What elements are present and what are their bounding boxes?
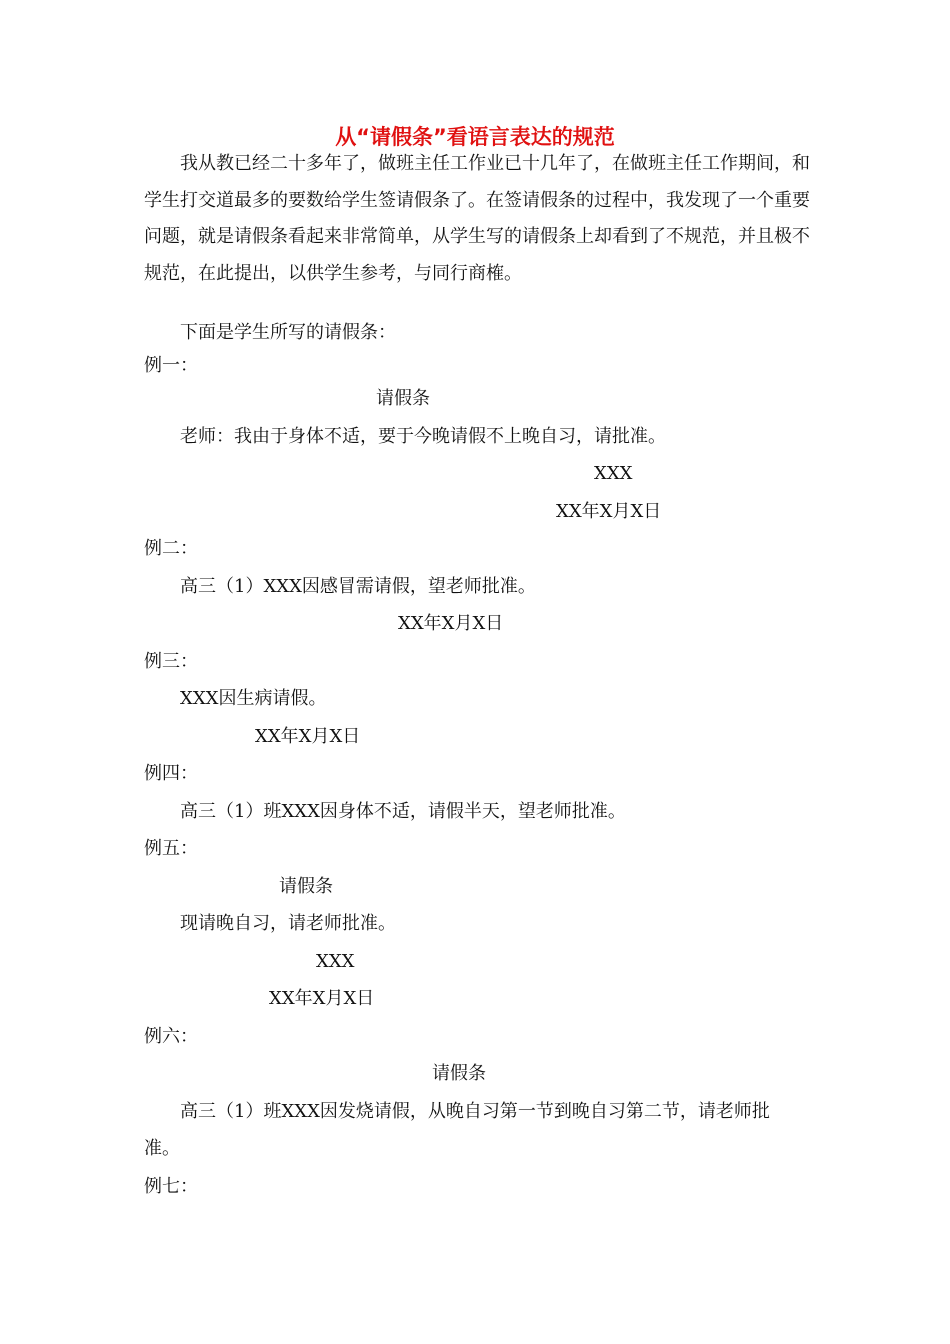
example-5-signature: XXX (316, 951, 355, 972)
lead-text: 下面是学生所写的请假条： (180, 322, 396, 343)
example-1-signature: XXX (594, 463, 633, 484)
example-4-label: 例四： (144, 763, 198, 784)
example-1-body: 老师：我由于身体不适，要于今晚请假不上晚自习，请批准。 (180, 426, 666, 447)
example-5-label: 例五： (144, 838, 198, 859)
example-6-heading: 请假条 (432, 1063, 486, 1084)
example-6-body-line-2: 准。 (144, 1138, 180, 1159)
example-6-body-line-1: 高三（1）班XXX因发烧请假，从晚自习第一节到晚自习第二节，请老师批 (180, 1101, 770, 1122)
example-1-label: 例一： (144, 355, 198, 376)
example-2-date: XX年X月X日 (398, 613, 504, 634)
intro-paragraph: 我从教已经二十多年了，做班主任工作业已十几年了，在做班主任工作期间，和学生打交道最多的要数给学生签请假条了。在签请假条的过程中，我发现了一个重要问题，就是请假条看起来非常简单，从学生写的请假条上却看到了不规范，并且极不规范，在此提出，以供学生参考，与同行商榷。 (144, 153, 810, 285)
example-3-date: XX年X月X日 (255, 726, 361, 747)
example-4-body: 高三（1）班XXX因身体不适，请假半天，望老师批准。 (180, 801, 626, 822)
example-3-label: 例三： (144, 651, 198, 672)
example-2-body: 高三（1）XXX因感冒需请假，望老师批准。 (180, 576, 536, 597)
example-5-date: XX年X月X日 (269, 988, 375, 1009)
document-title: 从“请假条”看语言表达的规范 (335, 125, 615, 149)
example-2-label: 例二： (144, 538, 198, 559)
example-5-body: 现请晚自习，请老师批准。 (180, 913, 396, 934)
example-7-label: 例七： (144, 1176, 198, 1197)
example-3-body: XXX因生病请假。 (180, 688, 327, 709)
example-5-heading: 请假条 (279, 876, 333, 897)
example-1-heading: 请假条 (376, 388, 430, 409)
example-1-date: XX年X月X日 (556, 501, 662, 522)
example-6-label: 例六： (144, 1026, 198, 1047)
